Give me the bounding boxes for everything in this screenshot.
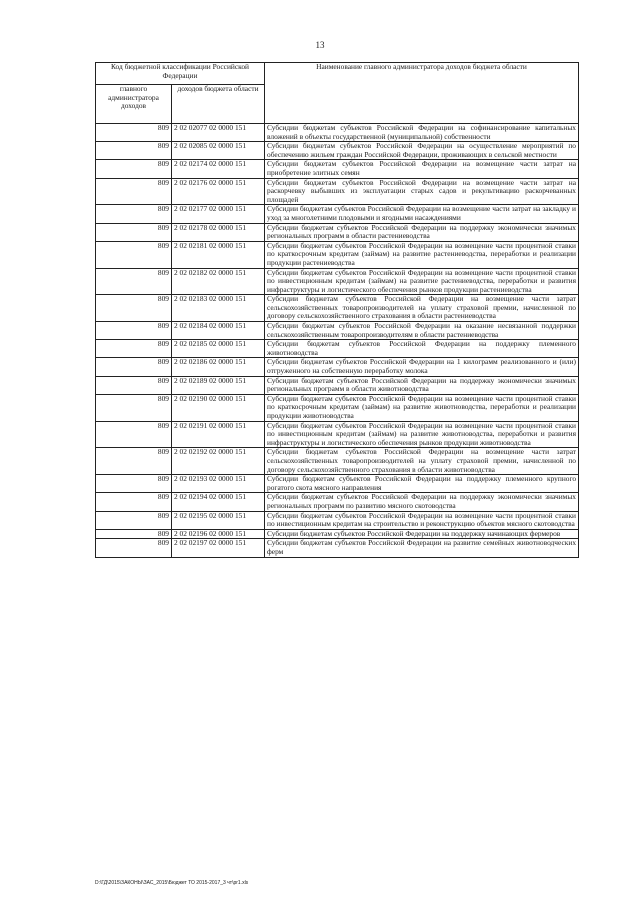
revenue-code-cell: 2 02 02194 02 0000 151 (172, 493, 265, 511)
table-row (96, 493, 579, 511)
admin-code-cell: 809 (96, 394, 172, 421)
admin-code-cell: 809 (96, 539, 172, 557)
table-row (96, 160, 579, 178)
revenue-admin-table (95, 62, 579, 558)
table-row (96, 421, 579, 448)
admin-code-cell: 809 (96, 268, 172, 295)
revenue-code-cell: 2 02 02195 02 0000 151 (172, 511, 265, 529)
description-cell: Субсидии бюджетам субъектов Российской Федерации на возмещение части затрат сельскохозяйственных товаропроизводителей на уплату страховой премии, начисленной по договору сельскохозяйственного страхования в области животноводства (265, 448, 579, 475)
admin-code-cell: 809 (96, 529, 172, 539)
description-cell: Субсидии бюджетам субъектов Российской Федерации на 1 килограмм реализованного и (или) отгруженного на собственную переработку молока (265, 358, 579, 376)
description-cell: Субсидии бюджетам субъектов Российской Федерации на возмещение части затрат на раскорчевку выбывших из эксплуатации старых садов и рекультивацию раскорчеванных площадей (265, 178, 579, 205)
admin-code-cell: 809 (96, 358, 172, 376)
description-cell: Субсидии бюджетам субъектов Российской Федерации на софинансирование капитальных вложений в объекты государственной (муниципальной) собственности (265, 124, 579, 142)
admin-code-cell: 809 (96, 142, 172, 160)
admin-code-cell: 809 (96, 205, 172, 223)
table-row (96, 178, 579, 205)
revenue-code-cell: 2 02 02177 02 0000 151 (172, 205, 265, 223)
header-revenue-column: доходов бюджета области (172, 85, 265, 124)
header-admin-column: главного администратора доходов (96, 85, 172, 124)
header-name-column: Наименование главного администратора доходов бюджета области (265, 63, 579, 124)
admin-code-cell: 809 (96, 511, 172, 529)
table-row (96, 322, 579, 340)
admin-code-cell: 809 (96, 340, 172, 358)
table-row (96, 268, 579, 295)
table-row (96, 358, 579, 376)
revenue-code-cell: 2 02 02085 02 0000 151 (172, 142, 265, 160)
admin-code-cell: 809 (96, 178, 172, 205)
revenue-code-cell: 2 02 02185 02 0000 151 (172, 340, 265, 358)
admin-code-cell: 809 (96, 448, 172, 475)
revenue-code-cell: 2 02 02178 02 0000 151 (172, 223, 265, 241)
description-cell: Субсидии бюджетам субъектов Российской Федерации на поддержку племенного животноводства (265, 340, 579, 358)
table-row (96, 223, 579, 241)
table-row (96, 295, 579, 322)
admin-code-cell: 809 (96, 295, 172, 322)
revenue-code-cell: 2 02 02174 02 0000 151 (172, 160, 265, 178)
admin-code-cell: 809 (96, 493, 172, 511)
table-row (96, 511, 579, 529)
table-row (96, 394, 579, 421)
table-body (96, 124, 579, 558)
revenue-code-cell: 2 02 02197 02 0000 151 (172, 539, 265, 557)
admin-code-cell: 809 (96, 124, 172, 142)
table-row (96, 376, 579, 394)
table-row (96, 539, 579, 557)
table-row (96, 205, 579, 223)
revenue-code-cell: 2 02 02184 02 0000 151 (172, 322, 265, 340)
description-cell: Субсидии бюджетам субъектов Российской Федерации на возмещение части затрат сельскохозяйственных товаропроизводителей на уплату страховой премии, начисленной по договору сельскохозяйственного страхования в области растениеводства (265, 295, 579, 322)
revenue-code-cell: 2 02 02192 02 0000 151 (172, 448, 265, 475)
revenue-code-cell: 2 02 02196 02 0000 151 (172, 529, 265, 539)
header-code-group: Код бюджетной классификации Российской Федерации (96, 63, 265, 85)
revenue-code-cell: 2 02 02191 02 0000 151 (172, 421, 265, 448)
revenue-code-cell: 2 02 02186 02 0000 151 (172, 358, 265, 376)
description-cell: Субсидии бюджетам субъектов Российской Федерации на поддержку экономически значимых региональных программ в области растениеводства (265, 223, 579, 241)
admin-code-cell: 809 (96, 421, 172, 448)
revenue-code-cell: 2 02 02189 02 0000 151 (172, 376, 265, 394)
table-row (96, 475, 579, 493)
table-row (96, 124, 579, 142)
description-cell: Субсидии бюджетам субъектов Российской Федерации на возмещение части процентной ставки по краткосрочным кредитам (займам) на развитие животноводства, переработки и реализации продукции животноводства (265, 394, 579, 421)
admin-code-cell: 809 (96, 475, 172, 493)
description-cell: Субсидии бюджетам субъектов Российской Федерации на поддержку племенного крупного рогатого скота мясного направления (265, 475, 579, 493)
admin-code-cell: 809 (96, 241, 172, 268)
revenue-code-cell: 2 02 02176 02 0000 151 (172, 178, 265, 205)
description-cell: Субсидии бюджетам субъектов Российской Федерации на осуществление мероприятий по обеспечению жильем граждан Российской Федерации, проживающих в сельской местности (265, 142, 579, 160)
description-cell: Субсидии бюджетам субъектов Российской Федерации на поддержку экономически значимых региональных программ в области животноводства (265, 376, 579, 394)
table-row (96, 142, 579, 160)
description-cell: Субсидии бюджетам субъектов Российской Федерации на возмещение части процентной ставки по краткосрочным кредитам (займам) на развитие растениеводства, переработки и реализации продукции растениеводства (265, 241, 579, 268)
description-cell: Субсидии бюджетам субъектов Российской Федерации на поддержку экономически значимых региональных программ по развитию мясного скотоводства (265, 493, 579, 511)
page-number: 13 (315, 40, 325, 50)
revenue-code-cell: 2 02 02182 02 0000 151 (172, 268, 265, 295)
description-cell: Субсидии бюджетам субъектов Российской Федерации на развитие семейных животноводческих ферм (265, 539, 579, 557)
description-cell: Субсидии бюджетам субъектов Российской Федерации на возмещение части процентной ставки по инвестиционным кредитам на строительство и реконструкцию объектов мясного скотоводства (265, 511, 579, 529)
description-cell: Субсидии бюджетам субъектов Российской Федерации на возмещение части процентной ставки по инвестиционным кредитам (займам) на развитие растениеводства, переработки и развития инфраструктуры и логистического обеспечения рынков продукции растениеводства (265, 268, 579, 295)
revenue-code-cell: 2 02 02077 02 0000 151 (172, 124, 265, 142)
table-row (96, 448, 579, 475)
description-cell: Субсидии бюджетам субъектов Российской Федерации на поддержку начинающих фермеров (265, 529, 579, 539)
description-cell: Субсидии бюджетам субъектов Российской Федерации на возмещение части затрат на приобретение элитных семян (265, 160, 579, 178)
admin-code-cell: 809 (96, 322, 172, 340)
admin-code-cell: 809 (96, 376, 172, 394)
table-row (96, 340, 579, 358)
revenue-code-cell: 2 02 02190 02 0000 151 (172, 394, 265, 421)
revenue-code-cell: 2 02 02193 02 0000 151 (172, 475, 265, 493)
table-row (96, 241, 579, 268)
revenue-code-cell: 2 02 02181 02 0000 151 (172, 241, 265, 268)
description-cell: Субсидии бюджетам субъектов Российской Федерации на возмещение части затрат на закладку и уход за многолетними плодовыми и ягодными насаждениями (265, 205, 579, 223)
description-cell: Субсидии бюджетам субъектов Российской Федерации на возмещение части процентной ставки по инвестиционным кредитам (займам) на развитие животноводства, переработки и развития инфраструктуры и логистического обеспечения рынков продукции животноводства (265, 421, 579, 448)
file-path-footer: D:\ГД\2015\ЗАКОНЫ\ЗАС_2015\Бюджет ТО 2015-2017_3 чт\pr1.xls (95, 880, 249, 886)
admin-code-cell: 809 (96, 223, 172, 241)
admin-code-cell: 809 (96, 160, 172, 178)
description-cell: Субсидии бюджетам субъектов Российской Федерации на оказание несвязанной поддержки сельскохозяйственным товаропроизводителям в области растениеводства (265, 322, 579, 340)
revenue-code-cell: 2 02 02183 02 0000 151 (172, 295, 265, 322)
